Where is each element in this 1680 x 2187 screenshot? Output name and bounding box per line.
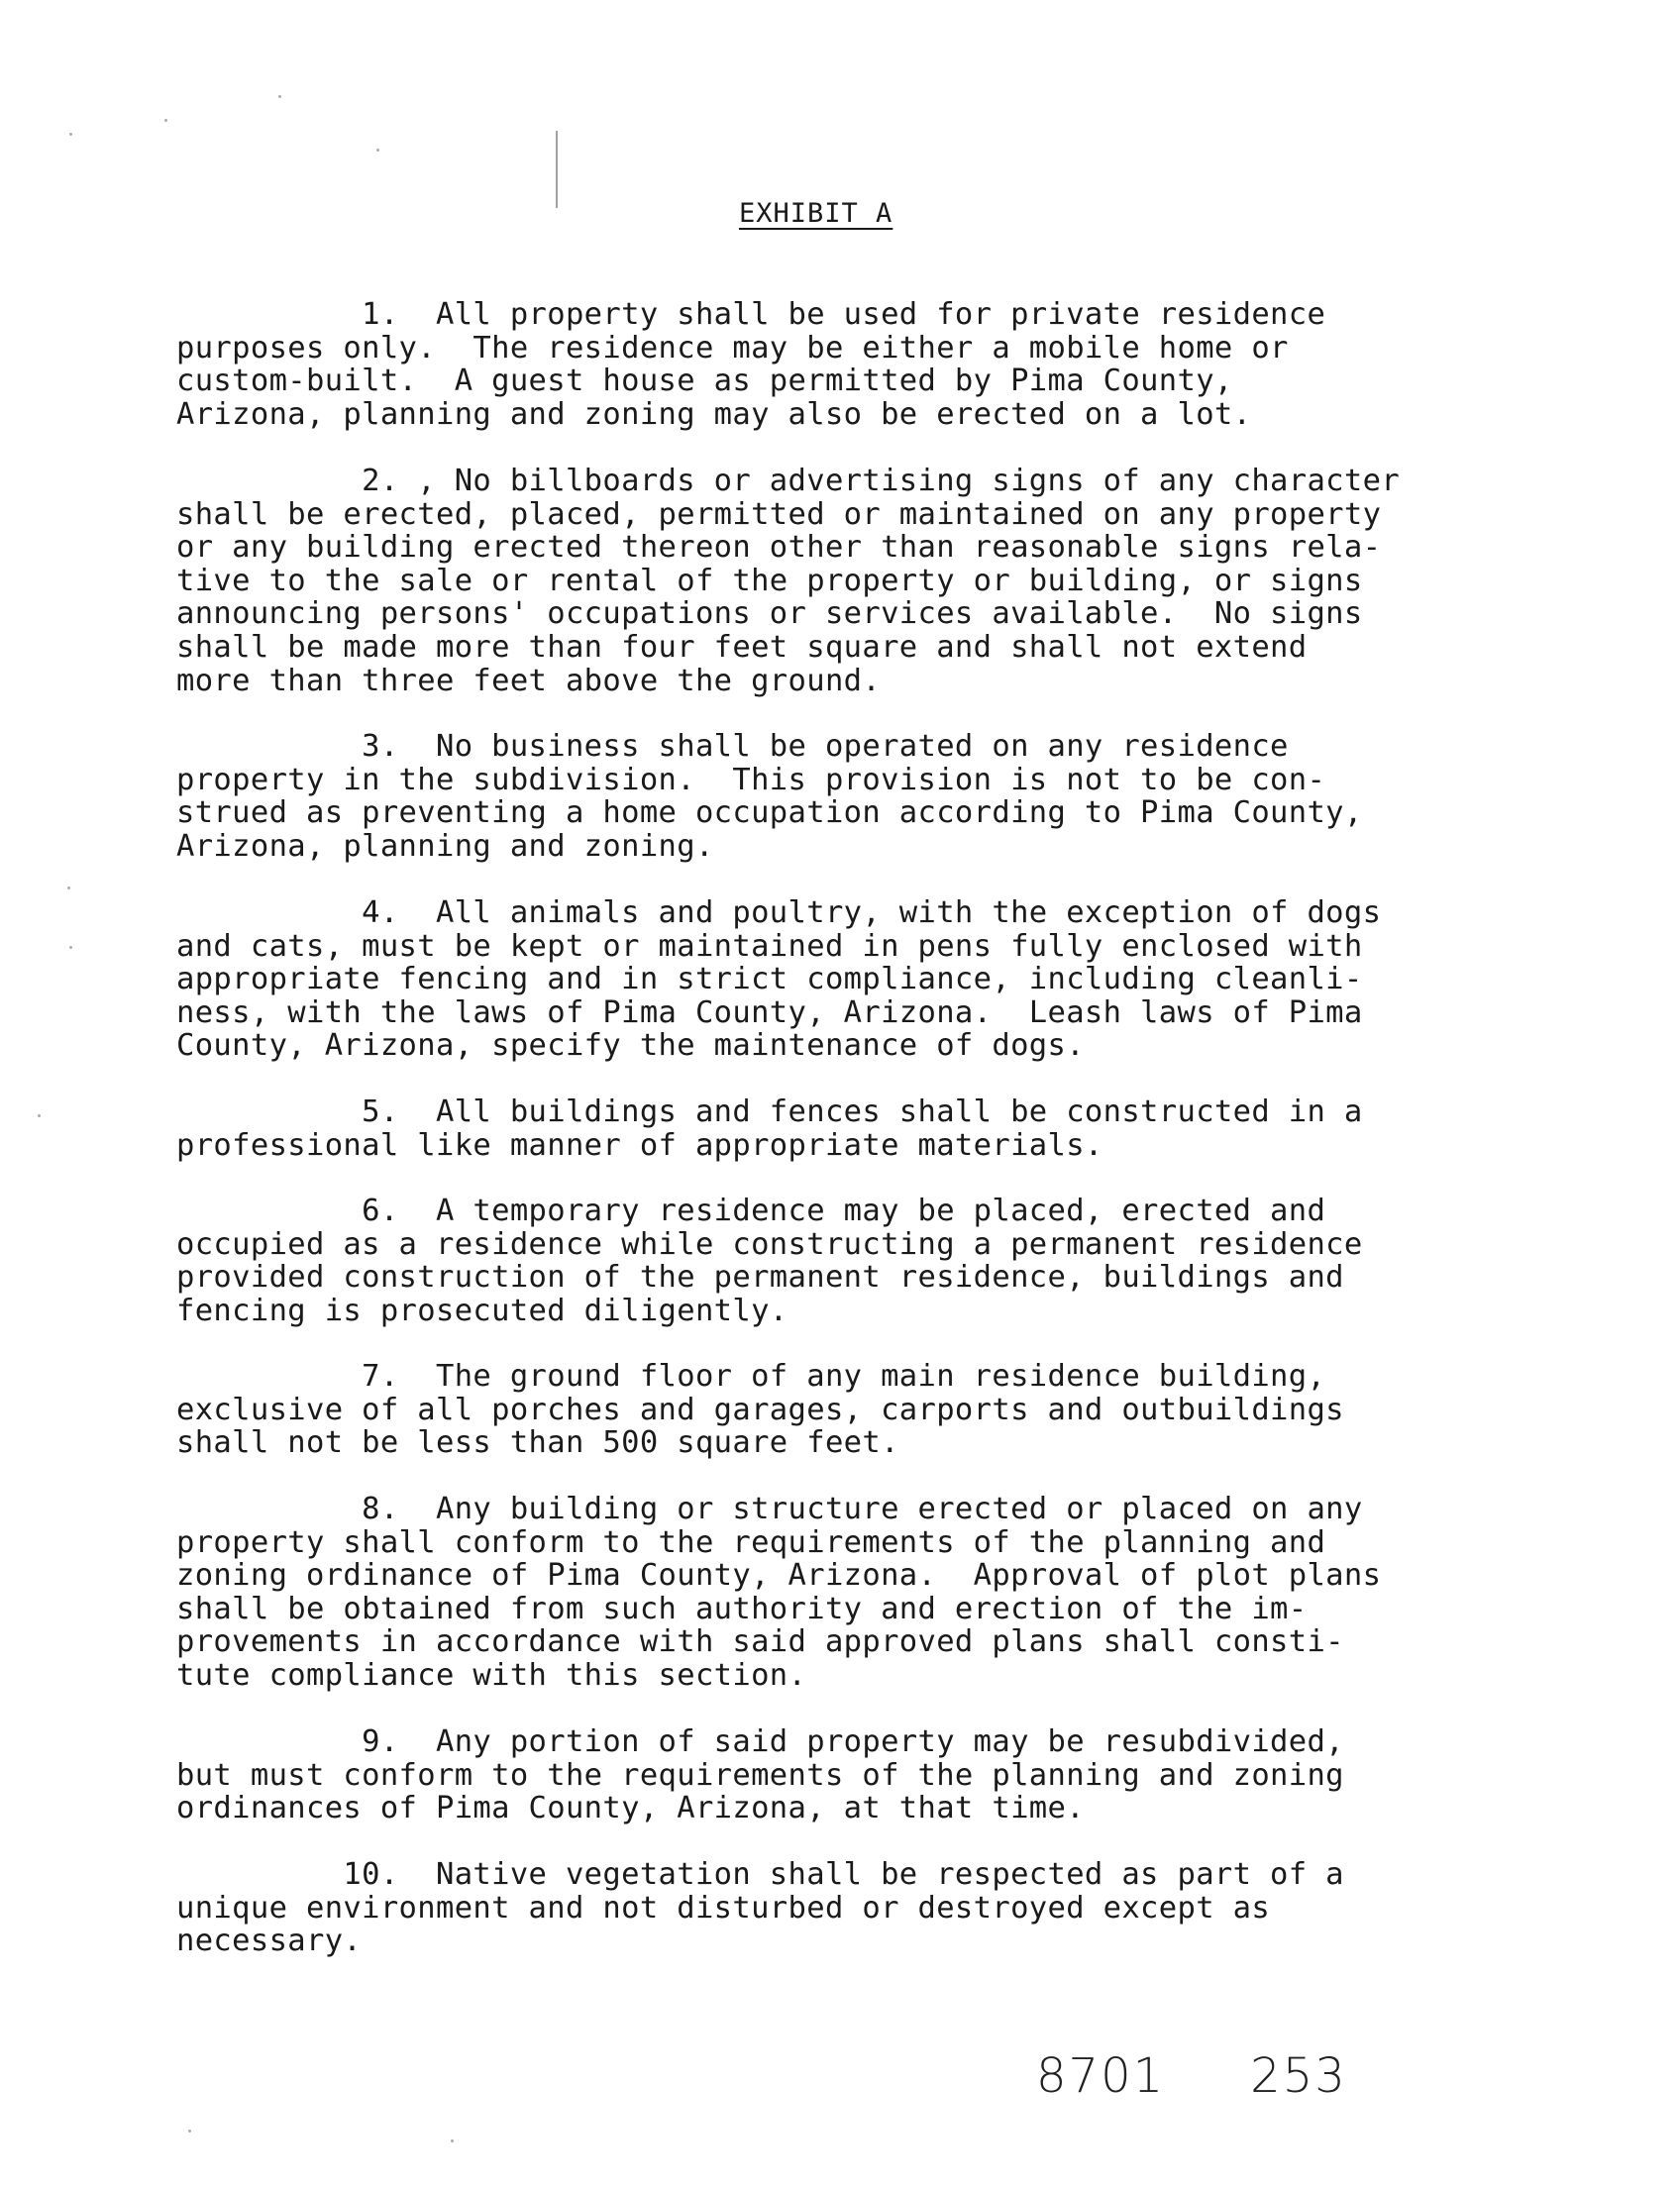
scan-speck — [376, 149, 379, 152]
scan-speck — [67, 886, 70, 889]
paragraph-9: 9. Any portion of said property may be resubdivided, but must conform to the requirements of the planning and zoning ordinances of Pima County, Arizona, at that time. — [176, 1724, 1344, 1826]
scan-speck — [69, 133, 72, 136]
scan-speck — [164, 119, 167, 122]
paragraph-10: 10. Native vegetation shall be respected as part of a unique environment and not disturbed or destroyed except as necessary. — [176, 1857, 1344, 1959]
scan-speck — [451, 2139, 454, 2142]
paragraph-7: 7. The ground floor of any main residence building, exclusive of all porches and garages, carports and outbuildings shall not be less than 500 square feet. — [176, 1359, 1344, 1461]
paragraph-3: 3. No business shall be operated on any residence property in the subdivision. This provision is not to be con- strued as preventing a home occupation according to Pima County, Arizona, planning and zoning. — [176, 729, 1363, 864]
paragraph-2: 2. , No billboards or advertising signs of any character shall be erected, placed, permitted or maintained on any property or any building erected thereon other than reasonable signs rela- tive to the sale or rental of the property or building, or signs announcing persons' occupations or services available. No signs shall be made more than four feet square and shall not extend more than three feet above the ground. — [176, 464, 1401, 698]
recording-stamp — [1036, 2048, 1347, 2104]
page-number: 253 — [1250, 2048, 1347, 2104]
paragraph-8: 8. Any building or structure erected or placed on any property shall conform to the requirements of the planning and zoning ordinance of Pima County, Arizona. Approval of plot plans shall be obtained from such authority and erection of the im- provements in accordance with said approved plans shall consti- tute compliance with this section. — [176, 1492, 1382, 1693]
paragraph-4: 4. All animals and poultry, with the exception of dogs and cats, must be kept or maintained in pens fully enclosed with appropriate fencing and in strict compliance, including cleanli- ness, with the laws of Pima County, Arizona. Leash laws of Pima County, Arizona, specify the maintenance of dogs. — [176, 895, 1382, 1064]
scan-mark — [556, 131, 558, 208]
document-title: EXHIBIT A — [739, 198, 893, 229]
paragraph-5: 5. All buildings and fences shall be constructed in a professional like manner of appropriate materials. — [176, 1094, 1363, 1163]
paragraph-6: 6. A temporary residence may be placed, erected and occupied as a residence while constructing a permanent residence provided construction of the permanent residence, buildings and fencing is prosecuted diligently. — [176, 1194, 1363, 1328]
docket-number: 8701 — [1036, 2048, 1166, 2104]
scan-speck — [188, 2130, 191, 2133]
paragraph-1: 1. All property shall be used for private residence purposes only. The residence may be either a mobile home or custom-built. A guest house as permitted by Pima County, Arizona, planning and zoning may also be erected on a lot. — [176, 297, 1326, 432]
scan-speck — [38, 1114, 41, 1117]
scan-speck — [69, 946, 72, 949]
scan-speck — [278, 95, 281, 98]
